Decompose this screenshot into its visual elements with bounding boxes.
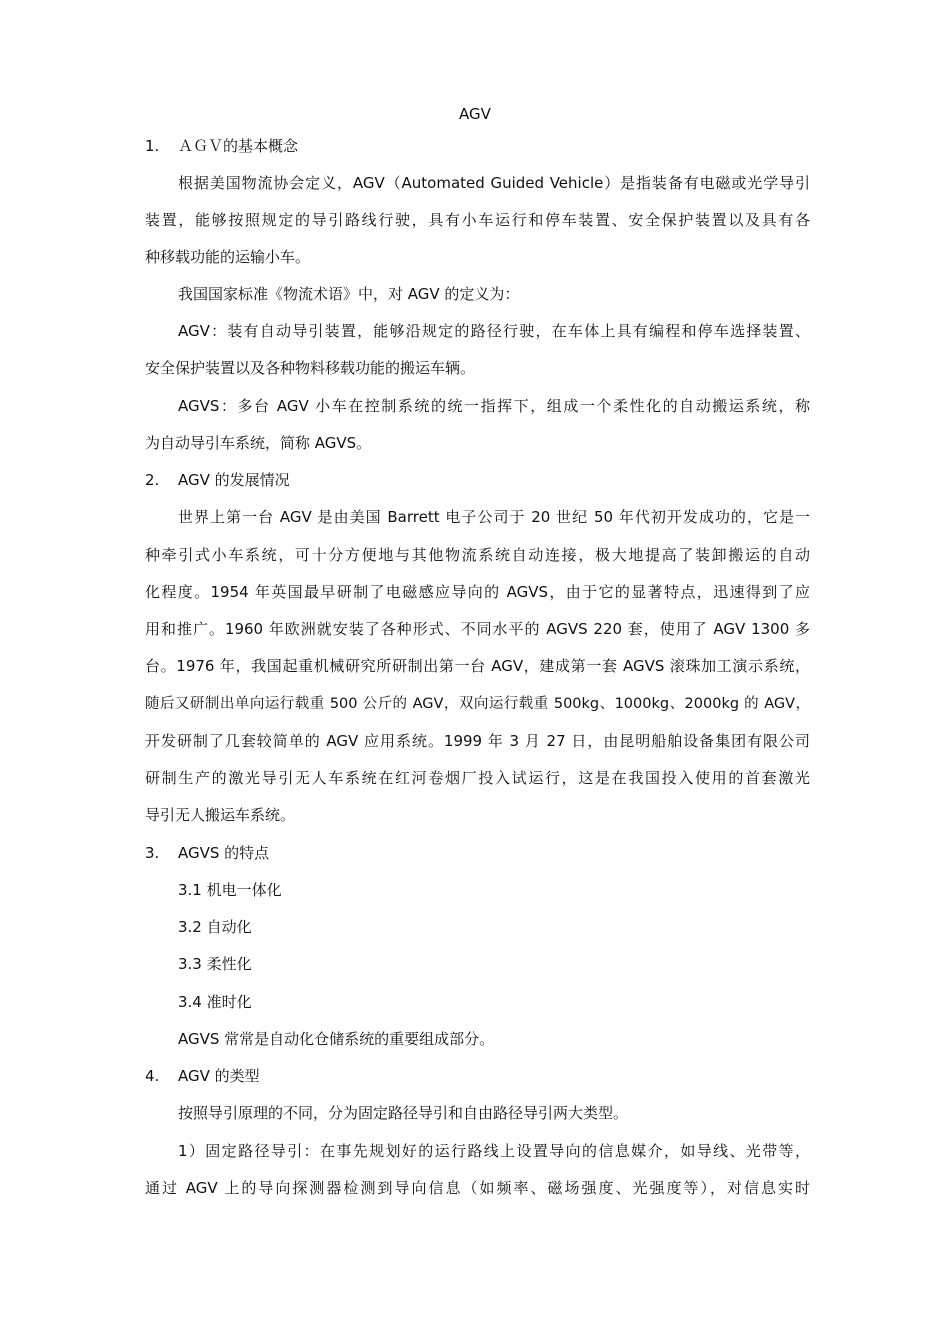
paragraph-line: 随后又研制出单向运行载重 500 公斤的 AGV，双向运行载重 500kg、1000kg、2000kg 的 AGV， [145,696,810,712]
section-heading-2 [145,470,810,490]
paragraph-line: AGVS 常常是自动化仓储系统的重要组成部分。 [178,1030,495,1048]
paragraph-line: 安全保护装置以及各种物料移载功能的搬运车辆。 [145,359,476,377]
section-heading-4 [145,1066,810,1086]
paragraph-line: AGVS：多台 AGV 小车在控制系统的统一指挥下，组成一个柔性化的自动搬运系统，称 [178,397,810,415]
paragraph-line: 用和推广。1960 年欧洲就安装了各种形式、不同水平的 AGVS 220 套，使用了 AGV 1300 多 [145,620,810,638]
paragraph-line: 按照导引原理的不同，分为固定路径导引和自由路径导引两大类型。 [178,1104,629,1122]
subsection-item: 3.1 机电一体化 [178,881,282,899]
paragraph-line: 我国国家标准《物流术语》中，对 AGV 的定义为： [178,285,520,303]
paragraph-line: 种牵引式小车系统，可十分方便地与其他物流系统自动连接，极大地提高了装卸搬运的自动 [145,546,810,564]
paragraph-line: 导引无人搬运车系统。 [145,806,296,824]
section-heading-3 [145,843,810,863]
section-heading-text: AGV 的类型 [178,1067,260,1085]
section-number: 1. [145,137,160,155]
section-heading-text: AGV 的发展情况 [178,471,290,489]
subsection-item: 3.3 柔性化 [178,955,252,973]
paragraph-line: 装置，能够按照规定的导引路线行驶，具有小车运行和停车装置、安全保护装置以及具有各 [145,211,810,229]
paragraph-line: 研制生产的激光导引无人车系统在红河卷烟厂投入试运行，这是在我国投入使用的首套激光 [145,769,810,787]
paragraph-line: 为自动导引车系统，简称 AGVS。 [145,434,372,452]
section-number: 4. [145,1067,160,1085]
paragraph-line: 台。1976 年，我国起重机械研究所研制出第一台 AGV，建成第一套 AGVS 滚珠加工演示系统， [145,657,810,675]
subsection-item: 3.4 准时化 [178,993,252,1011]
paragraph-line: 种移载功能的运输小车。 [145,248,311,266]
section-heading-1 [145,136,810,156]
paragraph-line: 开发研制了几套较简单的 AGV 应用系统。1999 年 3 月 27 日，由昆明船舶设备集团有限公司 [145,732,810,750]
paragraph-line: 根据美国物流协会定义，AGV（Automated Guided Vehicle）是指装备有电磁或光学导引 [178,174,810,192]
paragraph-line: 通过 AGV 上的导向探测器检测到导向信息（如频率、磁场强度、光强度等），对信息实时 [145,1179,810,1197]
paragraph-line: 1）固定路径导引：在事先规划好的运行路线上设置导向的信息媒介，如导线、光带等， [178,1142,810,1160]
section-number: 3. [145,844,160,862]
paragraph-line: 世界上第一台 AGV 是由美国 Barrett 电子公司于 20 世纪 50 年代初开发成功的，它是一 [178,508,810,526]
subsection-item: 3.2 自动化 [178,918,252,936]
section-number: 2. [145,471,160,489]
paragraph-line: 化程度。1954 年英国最早研制了电磁感应导向的 AGVS，由于它的显著特点，迅速得到了应 [145,583,810,601]
section-heading-text: ＡＧＶ的基本概念 [178,137,299,155]
section-heading-text: AGVS 的特点 [178,844,270,862]
paragraph-line: AGV：装有自动导引装置，能够沿规定的路径行驶，在车体上具有编程和停车选择装置、 [178,322,810,340]
document-title: AGV [459,105,491,123]
